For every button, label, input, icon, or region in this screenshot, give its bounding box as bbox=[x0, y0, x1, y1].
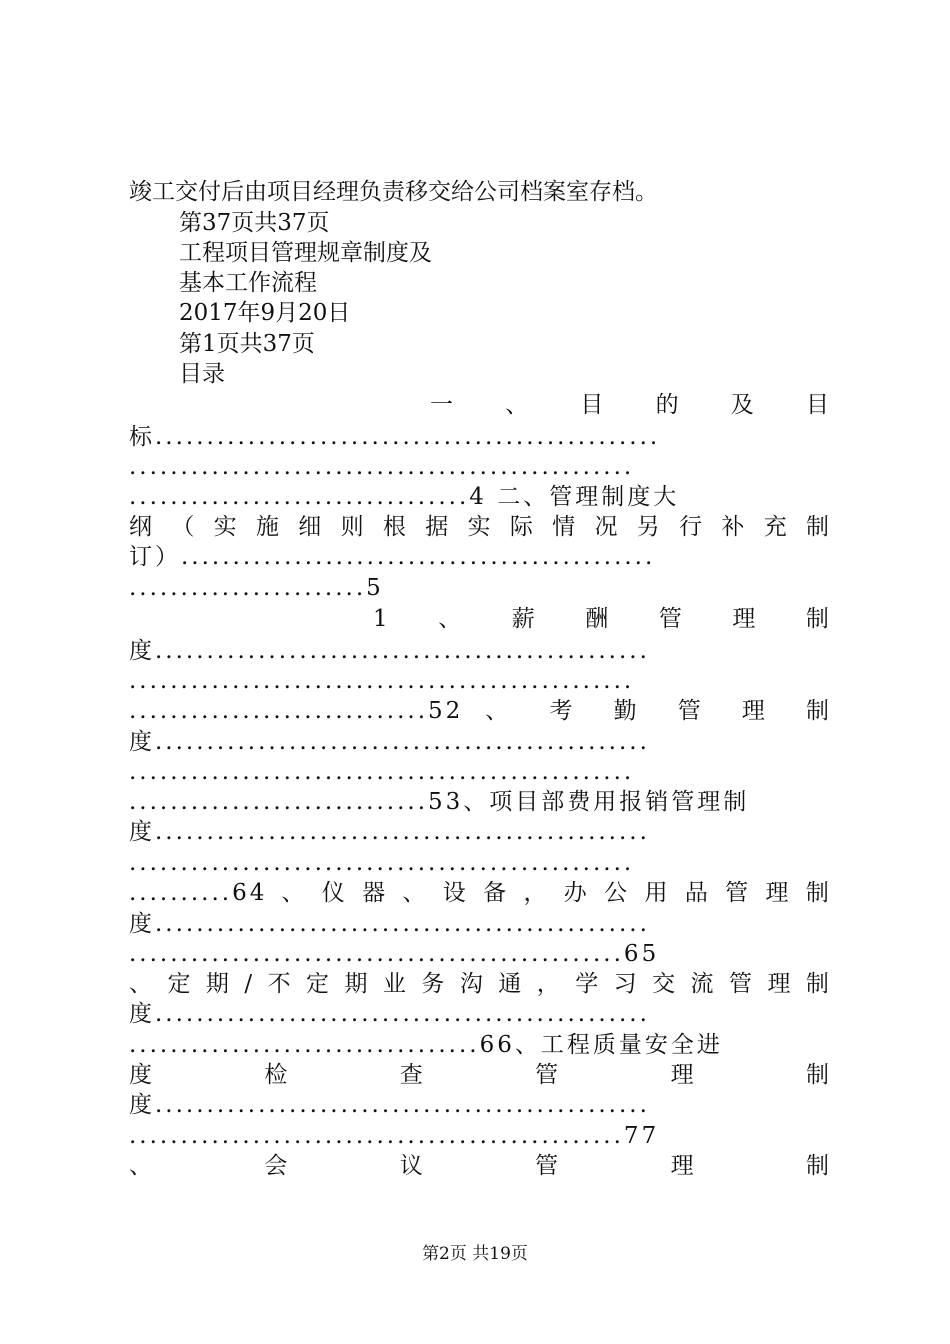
toc-entry-line: 1 、 薪 酬 管 理 制 bbox=[373, 606, 829, 632]
body-text-line: 竣工交付后由项目经理负责移交给公司档案室存档。 bbox=[129, 179, 658, 205]
toc-dot-leader: ................................................. bbox=[129, 759, 635, 785]
toc-entry-line: 、 会 议 管 理 制 bbox=[129, 1153, 829, 1179]
toc-dot-leader: 度................................................ bbox=[129, 1001, 650, 1027]
page-footer: 第2页 共19页 bbox=[422, 1244, 528, 1264]
toc-dot-leader: ................................................65 bbox=[129, 941, 660, 967]
toc-entry-line: 度 检 查 管 理 制 bbox=[129, 1062, 829, 1088]
toc-dot-leader: ................................................. bbox=[129, 668, 635, 694]
toc-entry-line: .............................53、项目部费用报销管理制 bbox=[129, 789, 750, 815]
toc-dot-leader: 度................................................ bbox=[129, 819, 650, 845]
toc-dot-leader: 度................................................ bbox=[129, 729, 650, 755]
document-date: 2017年9月20日 bbox=[179, 300, 351, 326]
toc-dot-leader: ................................................77 bbox=[129, 1123, 660, 1149]
toc-dot-leader: .......................5 bbox=[129, 575, 384, 601]
page-marker: 第37页共37页 bbox=[179, 210, 330, 236]
toc-entry-line: 、 定 期 / 不 定 期 业 务 沟 通 ， 学 习 交 流 管 理 制 bbox=[129, 971, 829, 997]
toc-dot-leader: ................................................. bbox=[129, 850, 635, 876]
toc-dot-leader: ................................................. bbox=[129, 454, 635, 480]
document-title: 工程项目管理规章制度及 bbox=[179, 240, 432, 266]
toc-dot-leader: 度................................................ bbox=[129, 1092, 650, 1118]
toc-entry-line: 一 、 目 的 及 目 bbox=[430, 392, 829, 418]
page-marker: 第1页共37页 bbox=[179, 331, 315, 357]
toc-heading: 目录 bbox=[179, 361, 225, 387]
toc-dot-leader: 度................................................ bbox=[129, 911, 650, 937]
document-subtitle: 基本工作流程 bbox=[179, 270, 317, 296]
toc-dot-leader: 度................................................ bbox=[129, 638, 650, 664]
toc-entry-line: ..........64 、 仪 器 、 设 备 ， 办 公 用 品 管 理 制 bbox=[129, 880, 829, 906]
toc-dot-leader: 订）.............................................. bbox=[129, 544, 656, 570]
toc-entry-line: .................................4 二、管理制度大 bbox=[129, 484, 680, 510]
toc-entry-line: .............................52 、 考 勤 管 理 制 bbox=[129, 698, 829, 724]
toc-dot-leader: 标................................................. bbox=[129, 424, 661, 450]
toc-entry-line: 纲 （ 实 施 细 则 根 据 实 际 情 况 另 行 补 充 制 bbox=[129, 514, 829, 540]
toc-entry-line: ..................................66、工程质量安全进 bbox=[129, 1032, 723, 1058]
